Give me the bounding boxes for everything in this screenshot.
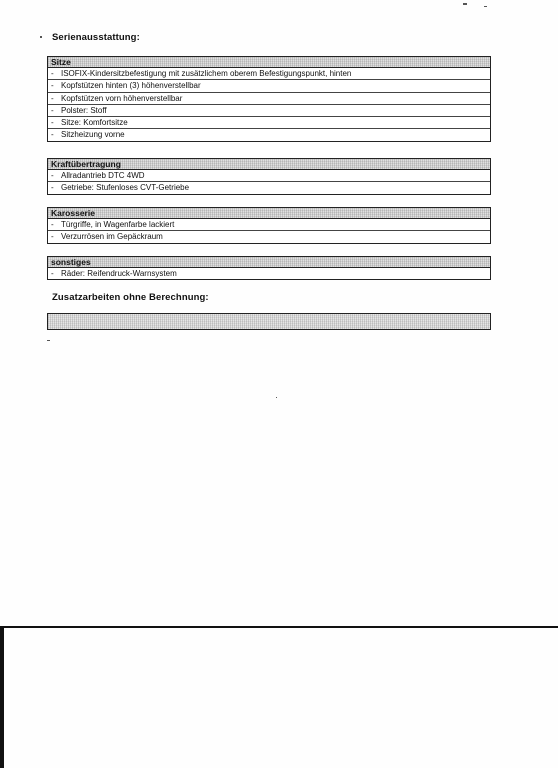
list-item: - ISOFIX-Kindersitzbefestigung mit zusätzlichem oberem Befestigungspunkt, hinten xyxy=(48,68,490,80)
scan-speck xyxy=(276,397,277,398)
scan-speck xyxy=(463,3,467,5)
list-item: - Sitze: Komfortsitze xyxy=(48,117,490,129)
list-item: - Räder: Reifendruck-Warnsystem xyxy=(51,269,177,278)
section-karosserie xyxy=(47,207,491,244)
list-item: - Allradantrieb DTC 4WD xyxy=(48,170,490,182)
section-kraftuebertragung xyxy=(47,158,491,195)
list-item: - Kopfstützen hinten (3) höhenverstellbar xyxy=(48,80,490,92)
scan-speck xyxy=(484,6,487,7)
list-item: - Verzurrösen im Gepäckraum xyxy=(51,232,163,242)
page-title: Serienausstattung: xyxy=(52,32,140,43)
scan-speck xyxy=(47,340,50,341)
section-heading: Sitze xyxy=(48,57,490,68)
extra-work-heading: Zusatzarbeiten ohne Berechnung: xyxy=(52,292,209,303)
section-sitze xyxy=(47,56,491,142)
list-item: - Sitzheizung vorne xyxy=(51,130,125,140)
scan-speck xyxy=(40,36,42,38)
empty-extra-work-box xyxy=(47,313,491,330)
list-item: - Türgriffe, in Wagenfarbe lackiert xyxy=(48,219,490,231)
list-item: - Polster: Stoff xyxy=(48,105,490,117)
list-item: - Getriebe: Stufenloses CVT-Getriebe xyxy=(51,183,190,193)
list-item: - Kopfstützen vorn höhenverstellbar xyxy=(48,93,490,105)
scan-edge-border xyxy=(0,626,4,768)
section-heading: Kraftübertragung xyxy=(48,159,490,170)
section-sonstiges xyxy=(47,256,491,280)
scan-edge-line xyxy=(0,626,558,628)
section-heading: sonstiges xyxy=(48,257,490,268)
section-heading: Karosserie xyxy=(48,208,490,219)
